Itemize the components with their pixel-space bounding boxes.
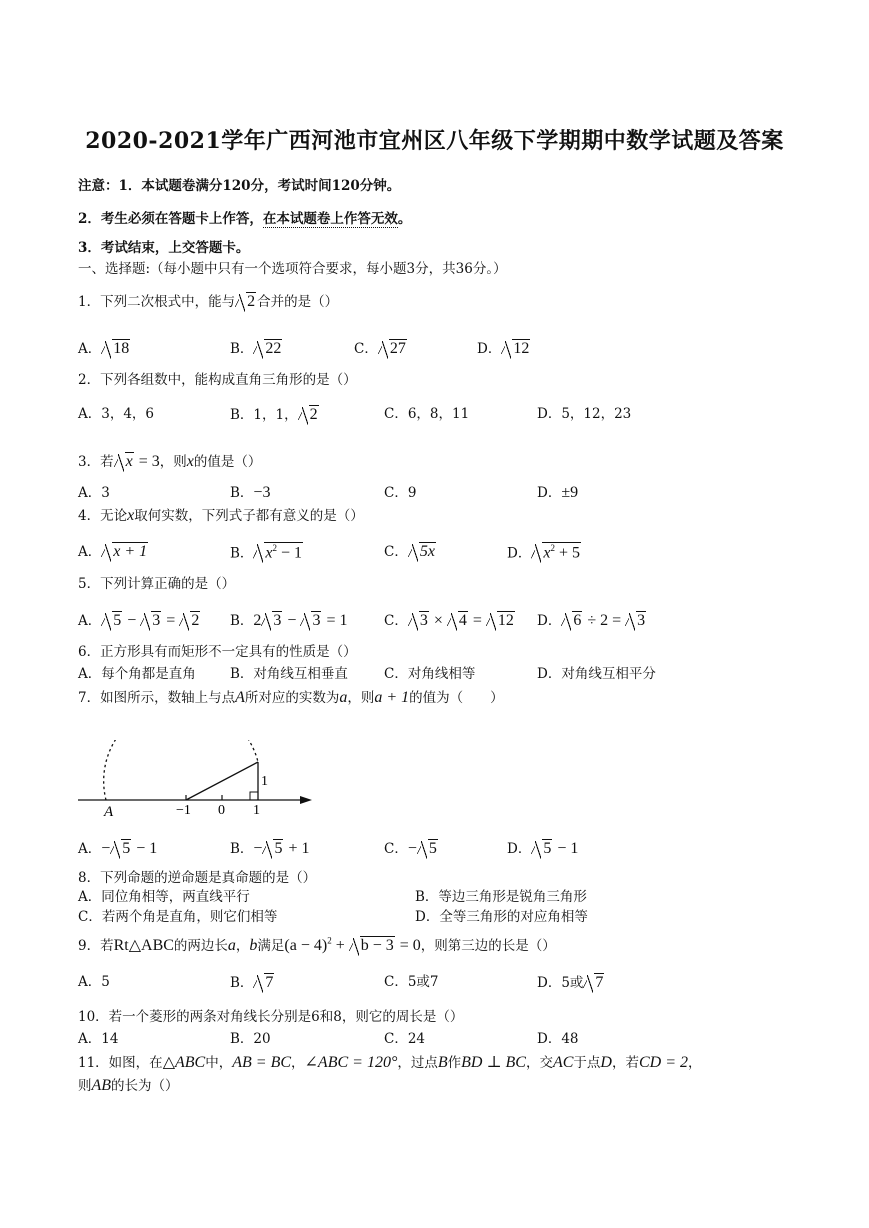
q1-stem-a: 1．下列二次根式中，能与	[78, 294, 236, 310]
q1-option-d: D． 12	[477, 340, 530, 357]
question-10: 10．若一个菱形的两条对角线长分别是6和8，则它的周长是（）	[78, 1009, 464, 1025]
q2-option-d: D．5，12，23	[537, 406, 632, 422]
q4-option-c: C． 5x	[384, 543, 435, 560]
q7-option-c: C．− 5	[384, 840, 437, 857]
note-1: 注意：1．本试题卷满分120分，考试时间120分钟。	[78, 178, 401, 194]
question-6: 6．正方形具有而矩形不一定具有的性质是（）	[78, 644, 357, 660]
question-11-line-2: 则AB的长为（）	[78, 1077, 179, 1094]
q6-option-d: D．对角线互相平分	[537, 666, 656, 682]
question-4: 4．无论x取何实数，下列式子都有意义的是（）	[78, 507, 364, 524]
note-3: 3．考试结束，上交答题卡。	[78, 240, 250, 256]
question-9: 9．若Rt△ABC的两边长a，b满足$(a - 4)^2 + b - 3 = 0$，则第三边的长是（）	[78, 935, 556, 954]
q1-stem-radical: 2	[235, 292, 256, 310]
dotted-arc	[104, 740, 258, 800]
q3-option-b: B．−3	[230, 484, 271, 501]
q2-option-a: A．3，4，6	[78, 406, 155, 422]
page-title: 2020-2021学年广西河池市宜州区八年级下学期期中数学试题及答案	[85, 128, 784, 154]
q1-option-a: A． 18	[78, 340, 130, 357]
q8-option-d: D．全等三角形的对应角相等	[415, 909, 588, 925]
label-0: 0	[218, 803, 225, 818]
q2-option-b: B．1，1， 2	[230, 406, 318, 423]
number-line-figure	[76, 740, 326, 820]
q6-option-c: C．对角线相等	[384, 666, 476, 682]
q4-option-d: D． $x^2 + 5$	[507, 543, 580, 562]
q1-stem-b: 合并的是（）	[257, 294, 339, 310]
q3-option-a: A．3	[78, 485, 110, 501]
q5-option-b: B．2 3 − 3 = 1	[230, 612, 348, 629]
question-3: 3．若 x = 3，则x的值是（）	[78, 453, 262, 470]
question-1	[78, 292, 338, 310]
q10-option-c: C．24	[384, 1031, 426, 1047]
q3-option-c: C．9	[384, 485, 417, 501]
q8-option-c: C．若两个角是直角，则它们相等	[78, 909, 278, 925]
q9-option-c: C．5或7	[384, 974, 439, 990]
question-5: 5．下列计算正确的是（）	[78, 576, 236, 592]
q1-option-c: C． 27	[354, 340, 406, 357]
q1-option-b: B． 22	[230, 340, 282, 357]
label-side-1: 1	[261, 774, 268, 789]
q4-option-b: B． $x^2 - 1$	[230, 543, 303, 562]
q8-option-a: A．同位角相等，两直线平行	[78, 889, 250, 905]
q10-option-a: A．14	[78, 1031, 119, 1047]
q9-option-a: A．5	[78, 974, 110, 990]
q7-option-a: A．− 5 − 1	[78, 840, 158, 857]
q5-option-a: A． 5 − 3 = 2	[78, 612, 200, 629]
q10-option-b: B．20	[230, 1031, 271, 1047]
label-minus-1: −1	[176, 803, 191, 818]
q3-option-d: D．±9	[537, 484, 579, 501]
q2-option-c: C．6，8，11	[384, 406, 470, 422]
q8-option-b: B．等边三角形是锐角三角形	[415, 889, 587, 905]
note-2-emphasis: 在本试题卷上作答无效	[262, 211, 398, 227]
q6-option-a: A．每个角都是直角	[78, 666, 196, 682]
question-8: 8．下列命题的逆命题是真命题的是（）	[78, 870, 317, 886]
question-2: 2．下列各组数中，能构成直角三角形的是（）	[78, 372, 357, 388]
question-7: 7．如图所示，数轴上与点A所对应的实数为a，则a + 1的值为（ ）	[78, 689, 504, 706]
q5-option-d: D． 6 ÷ 2 = 3	[537, 612, 646, 629]
q7-option-b: B．− 5 + 1	[230, 840, 310, 857]
q7-option-d: D． 5 − 1	[507, 840, 579, 857]
label-1: 1	[253, 803, 260, 818]
q9-option-d: D．5或 7	[537, 974, 604, 991]
hypotenuse	[186, 762, 258, 800]
note-2-text: 2．考生必须在答题卡上作答，	[78, 211, 263, 227]
right-angle-mark	[250, 792, 258, 800]
q5-option-c: C． 3 × 4 = 12	[384, 612, 514, 629]
axis-arrow	[300, 796, 312, 804]
note-2-end: 。	[397, 211, 412, 227]
q6-option-b: B．对角线互相垂直	[230, 666, 348, 682]
section-heading: 一、选择题:（每小题中只有一个选项符合要求，每小题3分，共36分。）	[78, 261, 507, 277]
question-11: 11．如图，在△ABC中，AB = BC，∠ABC = 120°，过点B作BD ⊥ BC，交AC于点D，若CD = 2，	[78, 1054, 702, 1071]
q10-option-d: D．48	[537, 1031, 579, 1047]
note-2	[78, 213, 411, 227]
q4-option-a: A． x + 1	[78, 543, 148, 560]
q9-option-b: B． 7	[230, 974, 274, 991]
label-point-a: A	[104, 804, 114, 820]
